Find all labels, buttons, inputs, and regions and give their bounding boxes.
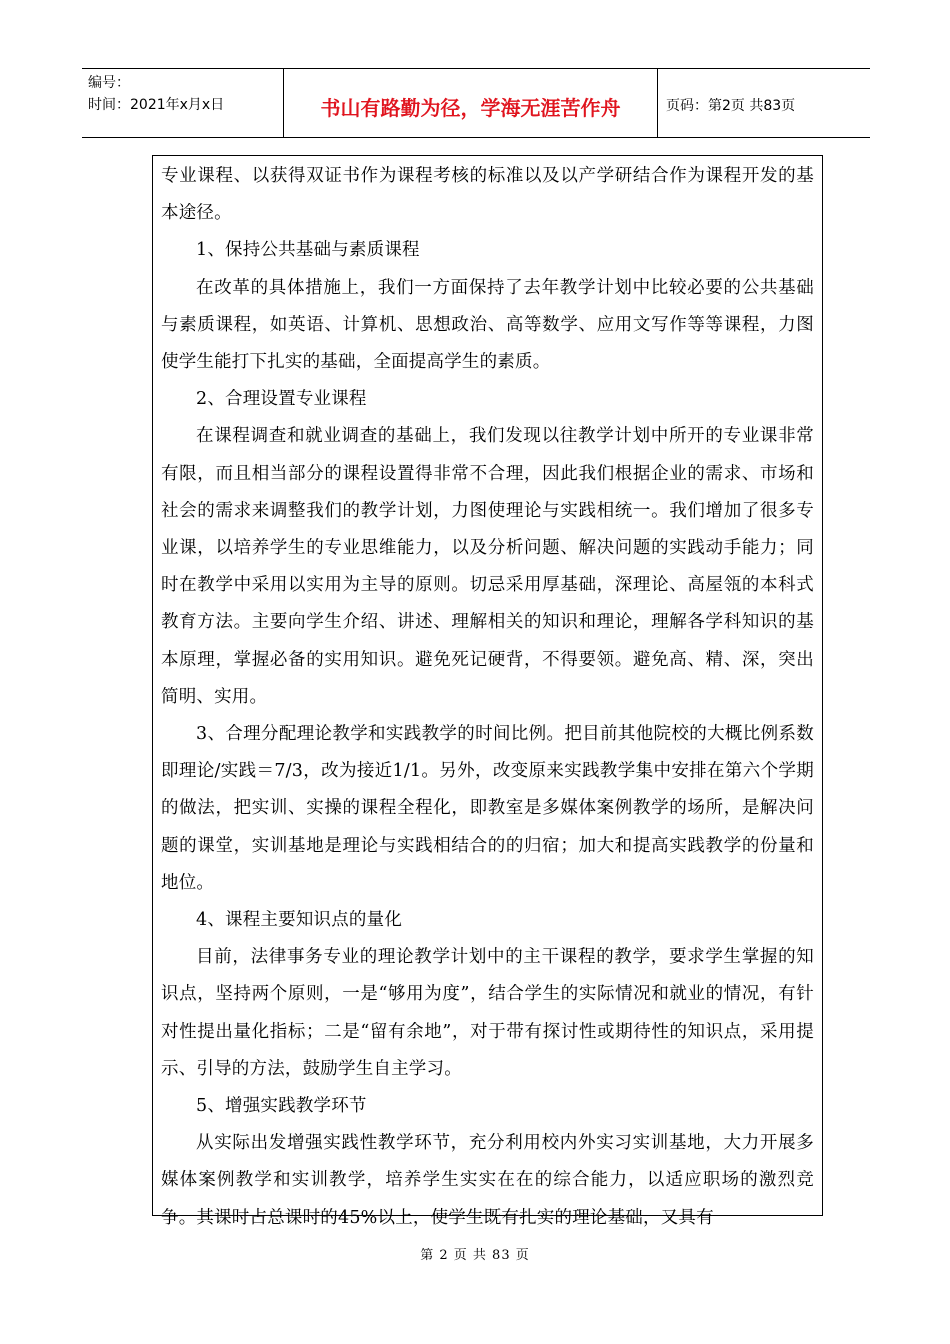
paragraph: 从实际出发增强实践性教学环节，充分利用校内外实习实训基地，大力开展多媒体案例教学和实训教学，培养学生实实在在的综合能力，以适应职场的激烈竞争。其课时占总课时的45%以上，使学生既有扎实的理论基础，又具有 [161, 1133, 814, 1228]
page-footer: 第 2 页 共 83 页 [420, 1248, 530, 1263]
header-meta [82, 69, 284, 137]
paragraph: 在课程调查和就业调查的基础上，我们发现以往教学计划中所开的专业课非常有限，而且相当部分的课程设置得非常不合理，因此我们根据企业的需求、市场和社会的需求来调整我们的教学计划，力图使理论与实践相统一。我们增加了很多专业课，以培养学生的专业思维能力，以及分析问题、解决问题的实践动手能力；同时在教学中采用以实用为主导的原则。切忌采用厚基础，深理论、高屋瓴的本科式教育方法。主要向学生介绍、讲述、理解相关的知识和理论，理解各学科知识的基本原理，掌握必备的实用知识。避免死记硬背，不得要领。避免高、精、深，突出简明、实用。 [161, 426, 814, 707]
time-line: 时间：2021年x月x日 [88, 97, 225, 113]
paragraph: 目前，法律事务专业的理论教学计划中的主干课程的教学，要求学生掌握的知识点，坚持两个原则，一是“够用为度”，结合学生的实际情况和就业的情况，有针对性提出量化指标；二是“留有余地”，对于带有探讨性或期待性的知识点，采用提示、引导的方法，鼓励学生自主学习。 [161, 947, 814, 1079]
section-heading: 5、增强实践教学环节 [196, 1096, 367, 1117]
paragraph: 3、合理分配理论教学和实践教学的时间比例。把目前其他院校的大概比例系数即理论/实践＝7/3，改为接近1/1。另外，改变原来实践教学集中安排在第六个学期的做法，把实训、实操的课程全程化，即教室是多媒体案例教学的场所，是解决问题的课堂，实训基地是理论与实践相结合的的归宿；加大和提高实践教学的份量和地位。 [161, 724, 814, 893]
paragraph: 专业课程、以获得双证书作为课程考核的标准以及以产学研结合作为课程开发的基本途径。 [161, 166, 814, 224]
section-heading: 4、课程主要知识点的量化 [196, 910, 403, 931]
paragraph: 在改革的具体措施上，我们一方面保持了去年教学计划中比较必要的公共基础与素质课程，如英语、计算机、思想政治、高等数学、应用文写作等等课程，力图使学生能打下扎实的基础，全面提高学生的素质。 [161, 277, 814, 373]
section-heading: 2、合理设置专业课程 [196, 389, 367, 410]
page-header [82, 68, 870, 138]
header-page-info: 页码：第2页 共83页 [666, 98, 796, 114]
header-motto: 书山有路勤为径，学海无涯苦作舟 [284, 69, 658, 137]
code-label: 编号： [88, 75, 130, 91]
document-body [152, 155, 823, 1228]
section-heading: 1、保持公共基础与素质课程 [196, 240, 420, 261]
